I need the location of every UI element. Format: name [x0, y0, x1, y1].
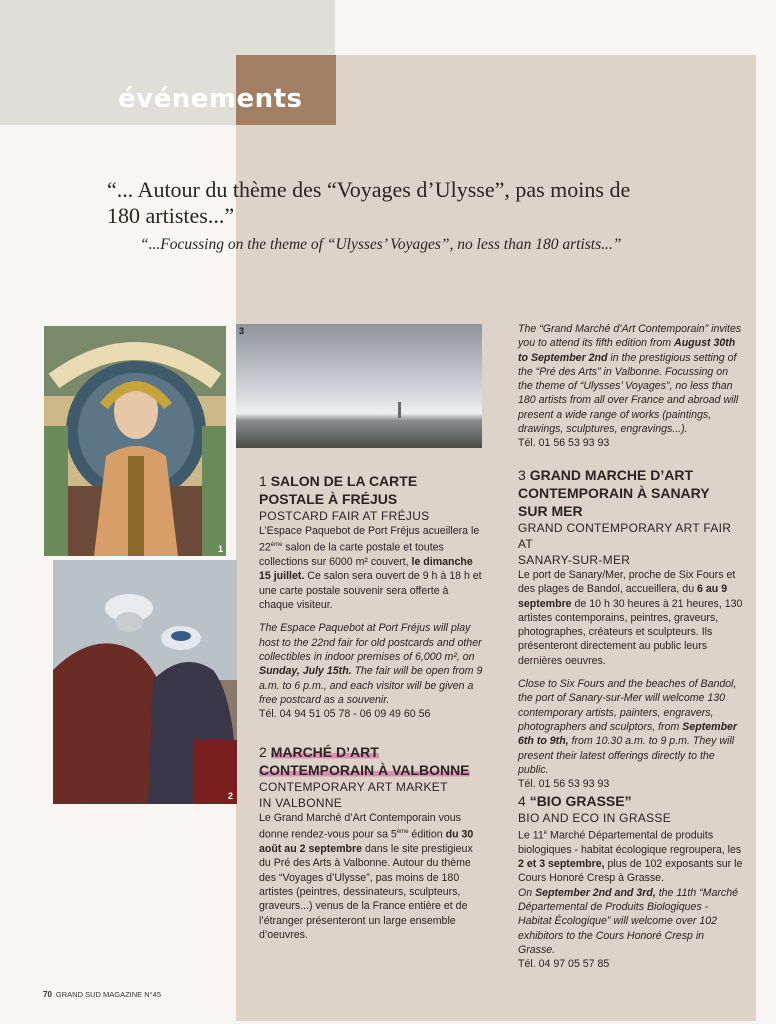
article-phone: Tél. 01 56 53 93 93 — [518, 437, 610, 450]
article-body-english: On September 2nd and 3rd, the 11th “Marché Départemental de Produits Biologiques - Habitat Écologique” will welcome over 102 exhibitors to the Cours Honoré Cresp in Grasse. — [518, 886, 739, 956]
article-phone: Tél. 01 56 53 93 93 — [518, 778, 610, 791]
article-title: 3 GRAND MARCHE D’ART CONTEMPORAIN À SANARY SUR MER — [518, 467, 710, 519]
article-bio-grasse — [518, 792, 744, 972]
article-body-english: Close to Six Fours and the beaches of Bandol, the port of Sanary-sur-Mer will welcome 130 contemporary artists, painters, engravers, photographers and sculptors, from September 6th to 9th, from 10.30 a.m. to 9 p.m. They will present their latest offerings directly to the public. — [518, 678, 738, 776]
article-marche-valbonne — [259, 743, 484, 942]
page-footer — [43, 990, 161, 999]
photo-seascape — [236, 324, 482, 448]
article-title: 4 “BIO GRASSE” — [518, 793, 632, 809]
article-body-english: The Espace Paquebot at Port Fréjus will play host to the 22nd fair for old postcards and other collectibles in indoor premises of 6,000 m², on Sunday, July 15th. The fair will be open from 9 a.m. to 6 p.m., and each visitor will be given a free postcard as a souvenir. — [259, 622, 483, 706]
photo-number: 3 — [239, 326, 245, 336]
article-subtitle: POSTCARD FAIR AT FRÉJUS — [259, 509, 430, 523]
photo-painting-figures — [53, 560, 237, 804]
article-phone: Tél. 04 94 51 05 78 - 06 09 49 60 56 — [259, 708, 431, 721]
article-body-english: The “Grand Marché d’Art Contemporain” invites you to attend its fifth edition from August 30th to September 2nd in the prestigious setting of the “Pré des Arts” in Valbonne. Focussing on the theme of “Ulysses’ Voyages”, no less than 180 artists from all over France and abroad will present a wide range of works (paintings, drawings, sculptures, engravings...). — [518, 323, 742, 436]
article-subtitle: CONTEMPORARY ART MARKET IN VALBONNE — [259, 780, 448, 810]
pull-quote-english: “...Focussing on the theme of “Ulysses’ Voyages”, no less than 180 artists...” — [140, 236, 622, 253]
magazine-name: GRAND SUD MAGAZINE N°45 — [55, 990, 162, 999]
section-title: événements — [118, 84, 303, 114]
article-body-french: Le 11e Marché Départemental de produits biologiques - habitat écologique regroupera, les 2 et 3 septembre, plus de 102 exposants sur le Cours Honoré Cresp à Grasse. — [518, 829, 743, 885]
article-title: 1 SALON DE LA CARTE POSTALE À FRÉJUS — [259, 473, 418, 507]
article-subtitle: BIO AND ECO IN GRASSE — [518, 811, 672, 825]
page-number: 70 — [43, 990, 52, 999]
article-body-french: Le port de Sanary/Mer, proche de Six Fours et des plages de Bandol, accueillera, du 6 au 9 septembre de 10 h 30 heures à 21 heures, 130 artistes contemporains, peintres, graveurs, photographes, créateurs et sculpteurs. Ils présenteront directement au public leurs dernières oeuvres. — [518, 569, 743, 667]
photo-number: 1 — [217, 544, 223, 554]
article-title: 2 MARCHÉ D’ART CONTEMPORAIN À VALBONNE — [259, 744, 470, 778]
article-phone: Tél. 04 97 05 57 85 — [518, 958, 610, 971]
photo-mucha-poster — [44, 326, 226, 556]
photo-number: 2 — [227, 791, 233, 801]
article-salon-carte-postale — [259, 472, 484, 721]
article-subtitle: GRAND CONTEMPORARY ART FAIR AT SANARY-SUR-MER — [518, 521, 732, 567]
article-marche-valbonne-english — [518, 322, 742, 451]
article-body-french: Le Grand Marché d’Art Contemporain vous donne rendez-vous pour sa 5ème édition du 30 août au 2 septembre dans le site prestigieux du Pré des Arts à Valbonne. Autour du thème des “Voyages d’Ulysse”, pas moins de 180 artistes (peintres, dessinateurs, sculpteurs, graveurs...) venus de la France entière et de l’étranger présenteront un large ensemble d’oeuvres. — [259, 812, 474, 941]
article-marche-sanary — [518, 466, 744, 791]
pull-quote-french: “... Autour du thème des “Voyages d’Ulysse”, pas moins de 180 artistes...” — [107, 177, 631, 228]
article-body-french: L’Espace Paquebot de Port Fréjus acueillera le 22ème salon de la carte postale et toutes collections sur 6000 m² couvert, le dimanche 15 juillet. Ce salon sera ouvert de 9 h à 18 h et une carte postale souvenir sera offerte à chaque visiteur. — [259, 525, 482, 612]
